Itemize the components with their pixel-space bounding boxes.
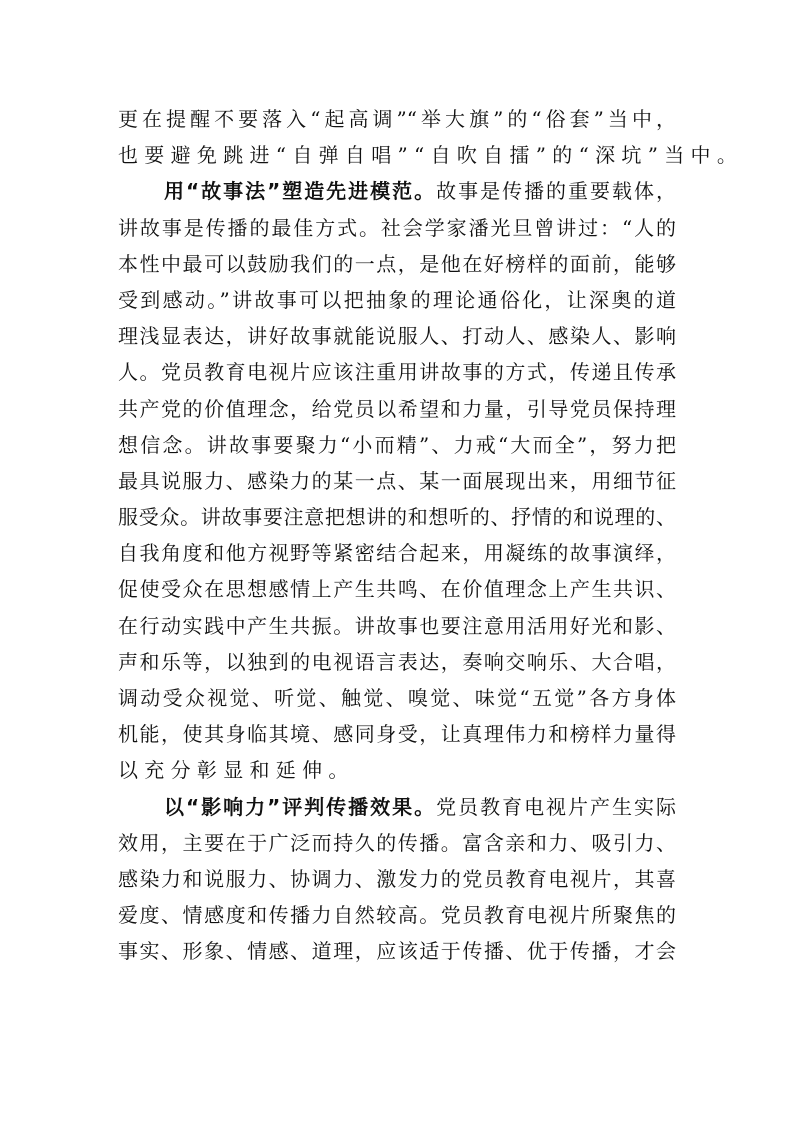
- line-text: 本性中最可以鼓励我们的一点，是他在好榜样的面前，能够: [118, 251, 676, 276]
- line-text: 共产党的价值理念，给党员以希望和力量，引导党员保持理: [118, 396, 676, 421]
- line-text: 爱度、情感度和传播力自然较高。党员教育电视片所聚焦的: [118, 903, 676, 928]
- text-line: [118, 825, 676, 861]
- line-text: 声和乐等，以独到的电视语言表达，奏响交响乐、大合唱，: [118, 649, 676, 674]
- line-text: 最具说服力、感染力的某一点、某一面展现出来，用细节征: [118, 468, 676, 493]
- text-line: [118, 137, 744, 173]
- line-text: 促使受众在思想感情上产生共鸣、在价值理念上产生共识、: [118, 577, 676, 602]
- line-text: 服受众。讲故事要注意把想讲的和想听的、抒情的和说理的、: [118, 505, 676, 530]
- line-text: 党员教育电视片产生实际: [436, 794, 676, 819]
- line-text: 故事是传播的重要载体，: [436, 179, 676, 204]
- text-line: [118, 680, 676, 716]
- line-text: 效用，主要在于广泛而持久的传播。富含亲和力、吸引力、: [118, 830, 676, 855]
- bold-lead-in: 以“影响力”评判传播效果。: [164, 794, 437, 819]
- line-text: 以充分彰显和延伸。: [118, 758, 355, 783]
- text-line: [118, 716, 676, 752]
- document-page: [118, 101, 744, 970]
- paragraph-heading-line: [118, 173, 676, 209]
- line-text: 事实、形象、情感、道理，应该适于传播、优于传播，才会: [118, 939, 676, 964]
- text-line: [118, 101, 676, 137]
- line-text: 机能，使其身临其境、感同身受，让真理伟力和榜样力量得: [118, 722, 676, 747]
- text-line: [118, 535, 676, 571]
- text-line: [118, 571, 676, 607]
- line-text: 理浅显表达，讲好故事就能说服人、打动人、感染人、影响: [118, 324, 676, 349]
- text-line: [118, 210, 676, 246]
- text-line: [118, 499, 676, 535]
- text-line: [118, 897, 676, 933]
- line-text: 调动受众视觉、听觉、触觉、嗅觉、味觉“五觉”各方身体: [118, 686, 676, 710]
- line-text: 人。党员教育电视片应该注重用讲故事的方式，传递且传承: [118, 360, 676, 385]
- line-text: 也要避免跳进“自弹自唱”“自吹自擂”的“深坑”当中。: [118, 143, 744, 168]
- bold-lead-in: 用“故事法”塑造先进模范。: [164, 179, 437, 204]
- line-text: 受到感动。”讲故事可以把抽象的理论通俗化，让深奥的道: [118, 287, 676, 312]
- text-line: [118, 318, 676, 354]
- line-text: 更在提醒不要落入“起高调”“举大旗”的“俗套”当中，: [118, 107, 676, 131]
- line-text: 想信念。讲故事要聚力“小而精”、力戒“大而全”，努力把: [118, 432, 676, 457]
- text-line: [118, 354, 676, 390]
- text-line: [118, 391, 676, 427]
- text-line: [118, 463, 676, 499]
- text-line: [118, 752, 676, 788]
- text-line: [118, 861, 676, 897]
- text-line: [118, 246, 676, 282]
- line-text: 讲故事是传播的最佳方式。社会学家潘光旦曾讲过：“人的: [118, 215, 676, 240]
- line-text: 自我角度和他方视野等紧密结合起来，用凝练的故事演绎，: [118, 541, 676, 566]
- text-line: [118, 282, 676, 318]
- text-line: [118, 644, 676, 680]
- text-line: [118, 608, 676, 644]
- text-line: [118, 427, 676, 463]
- line-text: 感染力和说服力、协调力、激发力的党员教育电视片，其喜: [118, 866, 676, 891]
- text-line: [118, 933, 676, 969]
- line-text: 在行动实践中产生共振。讲故事也要注意用活用好光和影、: [118, 613, 676, 638]
- paragraph-heading-line: [118, 789, 676, 825]
